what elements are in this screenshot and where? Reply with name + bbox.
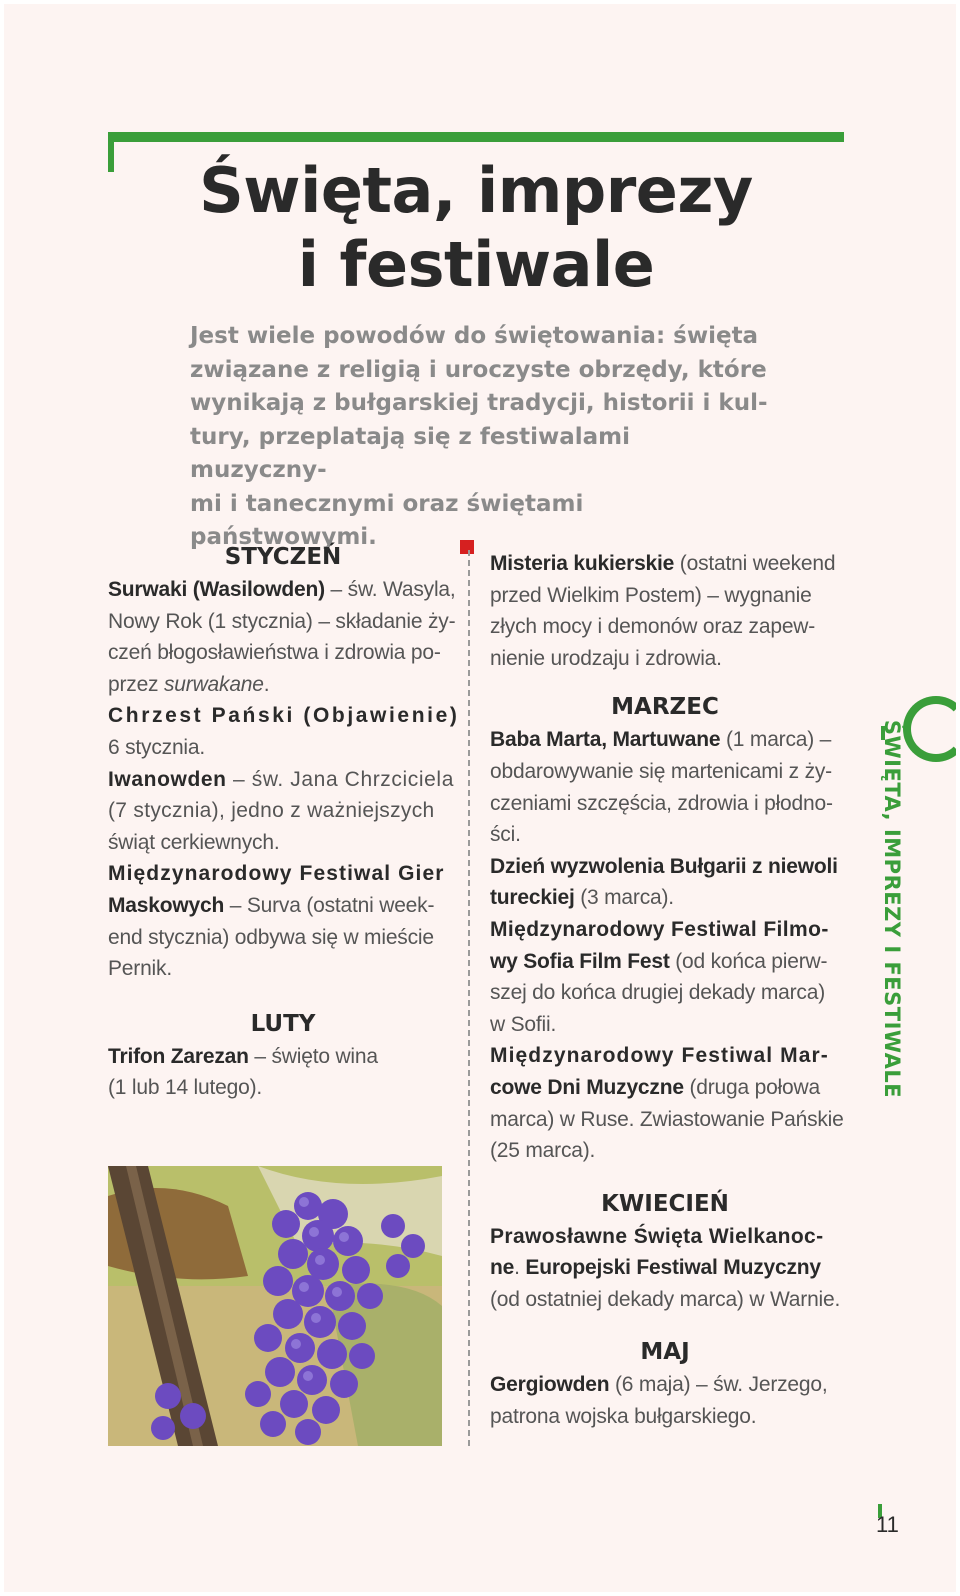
event-name: Misteria kukierskie	[490, 552, 675, 575]
event-text: szej do końca drugiej dekady marca)	[490, 981, 826, 1005]
side-label-text: ŚWIĘTA, IMPREZY I FESTIWALE	[880, 719, 904, 1099]
event-name: tureckiej	[490, 886, 575, 910]
left-column	[108, 540, 458, 1104]
event-name: Gergiowden	[490, 1373, 610, 1397]
grapes-photo	[108, 1166, 442, 1446]
side-section-label	[872, 719, 912, 1099]
event-name: Międzynarodowy Festiwal Filmo-	[490, 917, 829, 941]
page-title	[108, 154, 844, 302]
event-name: Trifon Zarezan	[108, 1044, 249, 1068]
month-heading-marzec: MARZEC	[611, 694, 719, 721]
page-number: 11	[876, 1512, 899, 1537]
event-text: – św. Wasyla,	[324, 578, 456, 601]
event-text: przez	[108, 672, 164, 696]
event-name: Surwaki (Wasilowden)	[108, 578, 325, 601]
column-divider	[468, 550, 470, 1446]
event-text: nienie urodzaju i zdrowia.	[490, 646, 722, 670]
right-column	[490, 548, 844, 1433]
event-name: Międzynarodowy Festiwal Mar-	[490, 1044, 829, 1068]
event-name: wy Sofia Film Fest	[490, 949, 670, 973]
top-accent-bar	[108, 132, 844, 142]
event-name: Europejski Festiwal Muzyczny	[525, 1256, 821, 1280]
event-text: (3 marca).	[574, 886, 674, 910]
event-text: świąt cerkiewnych.	[108, 830, 280, 854]
event-name: Maskowych	[108, 893, 225, 917]
event-text: – święto wina	[248, 1044, 378, 1068]
intro-line: wynikają z bułgarskiej tradycji, historii i kul-	[190, 390, 768, 416]
event-text: Pernik.	[108, 957, 172, 981]
event-text: end stycznia) odbywa się w mieście	[108, 925, 434, 949]
event-text: przed Wielkim Postem) – wygnanie	[490, 583, 812, 607]
event-term: surwakane	[164, 672, 264, 696]
event-text: (od końca pierw-	[669, 949, 828, 973]
event-name: Iwanowden	[108, 767, 227, 791]
event-name: Dzień wyzwolenia Bułgarii z niewoli	[490, 854, 838, 878]
title-line-2: i festiwale	[297, 228, 655, 301]
event-text: marca) w Ruse. Zwiastowanie Pańskie	[490, 1107, 844, 1131]
event-text: (6 maja) – św. Jerzego,	[609, 1373, 828, 1397]
event-text: ści.	[490, 823, 521, 847]
event-text: .	[514, 1256, 526, 1280]
event-text: 6 stycznia.	[108, 735, 206, 759]
event-text: – Surva (ostatni week-	[224, 893, 435, 917]
event-text: (7 stycznia), jedno z ważniejszych	[108, 799, 435, 823]
event-text: (ostatni weekend	[674, 552, 836, 575]
event-text: złych mocy i demonów oraz zapew-	[490, 615, 816, 639]
month-heading-styczen: STYCZEŃ	[224, 544, 342, 570]
month-heading-kwiecien: KWIECIEŃ	[601, 1190, 729, 1217]
event-name: cowe Dni Muzyczne	[490, 1075, 684, 1099]
event-name: Baba Marta, Martuwane	[490, 728, 721, 752]
event-name: Chrzest Pański (Objawienie)	[108, 704, 460, 728]
intro-line: Jest wiele powodów do świętowania: święta	[190, 323, 759, 349]
event-text: patrona wojska bułgarskiego.	[490, 1405, 757, 1429]
event-text: Nowy Rok (1 stycznia) – składanie ży-	[108, 609, 456, 633]
event-text: (1 marca) –	[720, 728, 832, 752]
red-marker	[460, 540, 474, 554]
intro-line: związane z religią i uroczyste obrzędy, które	[190, 356, 767, 383]
month-heading-maj: MAJ	[640, 1339, 690, 1366]
event-name: ne	[490, 1256, 515, 1280]
event-text: (25 marca).	[490, 1139, 596, 1163]
event-text: (druga połowa	[683, 1075, 820, 1099]
event-text: czeń błogosławieństwa i zdrowia po-	[108, 641, 441, 665]
page	[4, 4, 956, 1592]
intro-line: mi i tanecznymi oraz świętami państwowymi.	[190, 490, 584, 550]
event-name: Prawosławne Święta Wielkanoc-	[490, 1224, 824, 1248]
intro-paragraph	[190, 320, 770, 555]
event-text: – św. Jana Chrzciciela	[226, 767, 454, 791]
event-text: w Sofii.	[490, 1012, 557, 1036]
event-text: obdarowywanie się martenicami z ży-	[490, 759, 832, 783]
event-text: czeniami szczęścia, zdrowia i płodno-	[490, 791, 833, 815]
event-text: .	[263, 672, 270, 696]
intro-line: tury, przeplatają się z festiwalami muzyczny-	[190, 423, 631, 483]
event-text: (od ostatniej dekady marca) w Warnie.	[490, 1287, 841, 1311]
event-name: Międzynarodowy Festiwal Gier	[108, 862, 445, 886]
month-heading-luty: LUTY	[250, 1010, 316, 1037]
title-line-1: Święta, imprezy	[199, 154, 753, 227]
event-text: (1 lub 14 lutego).	[108, 1076, 263, 1100]
